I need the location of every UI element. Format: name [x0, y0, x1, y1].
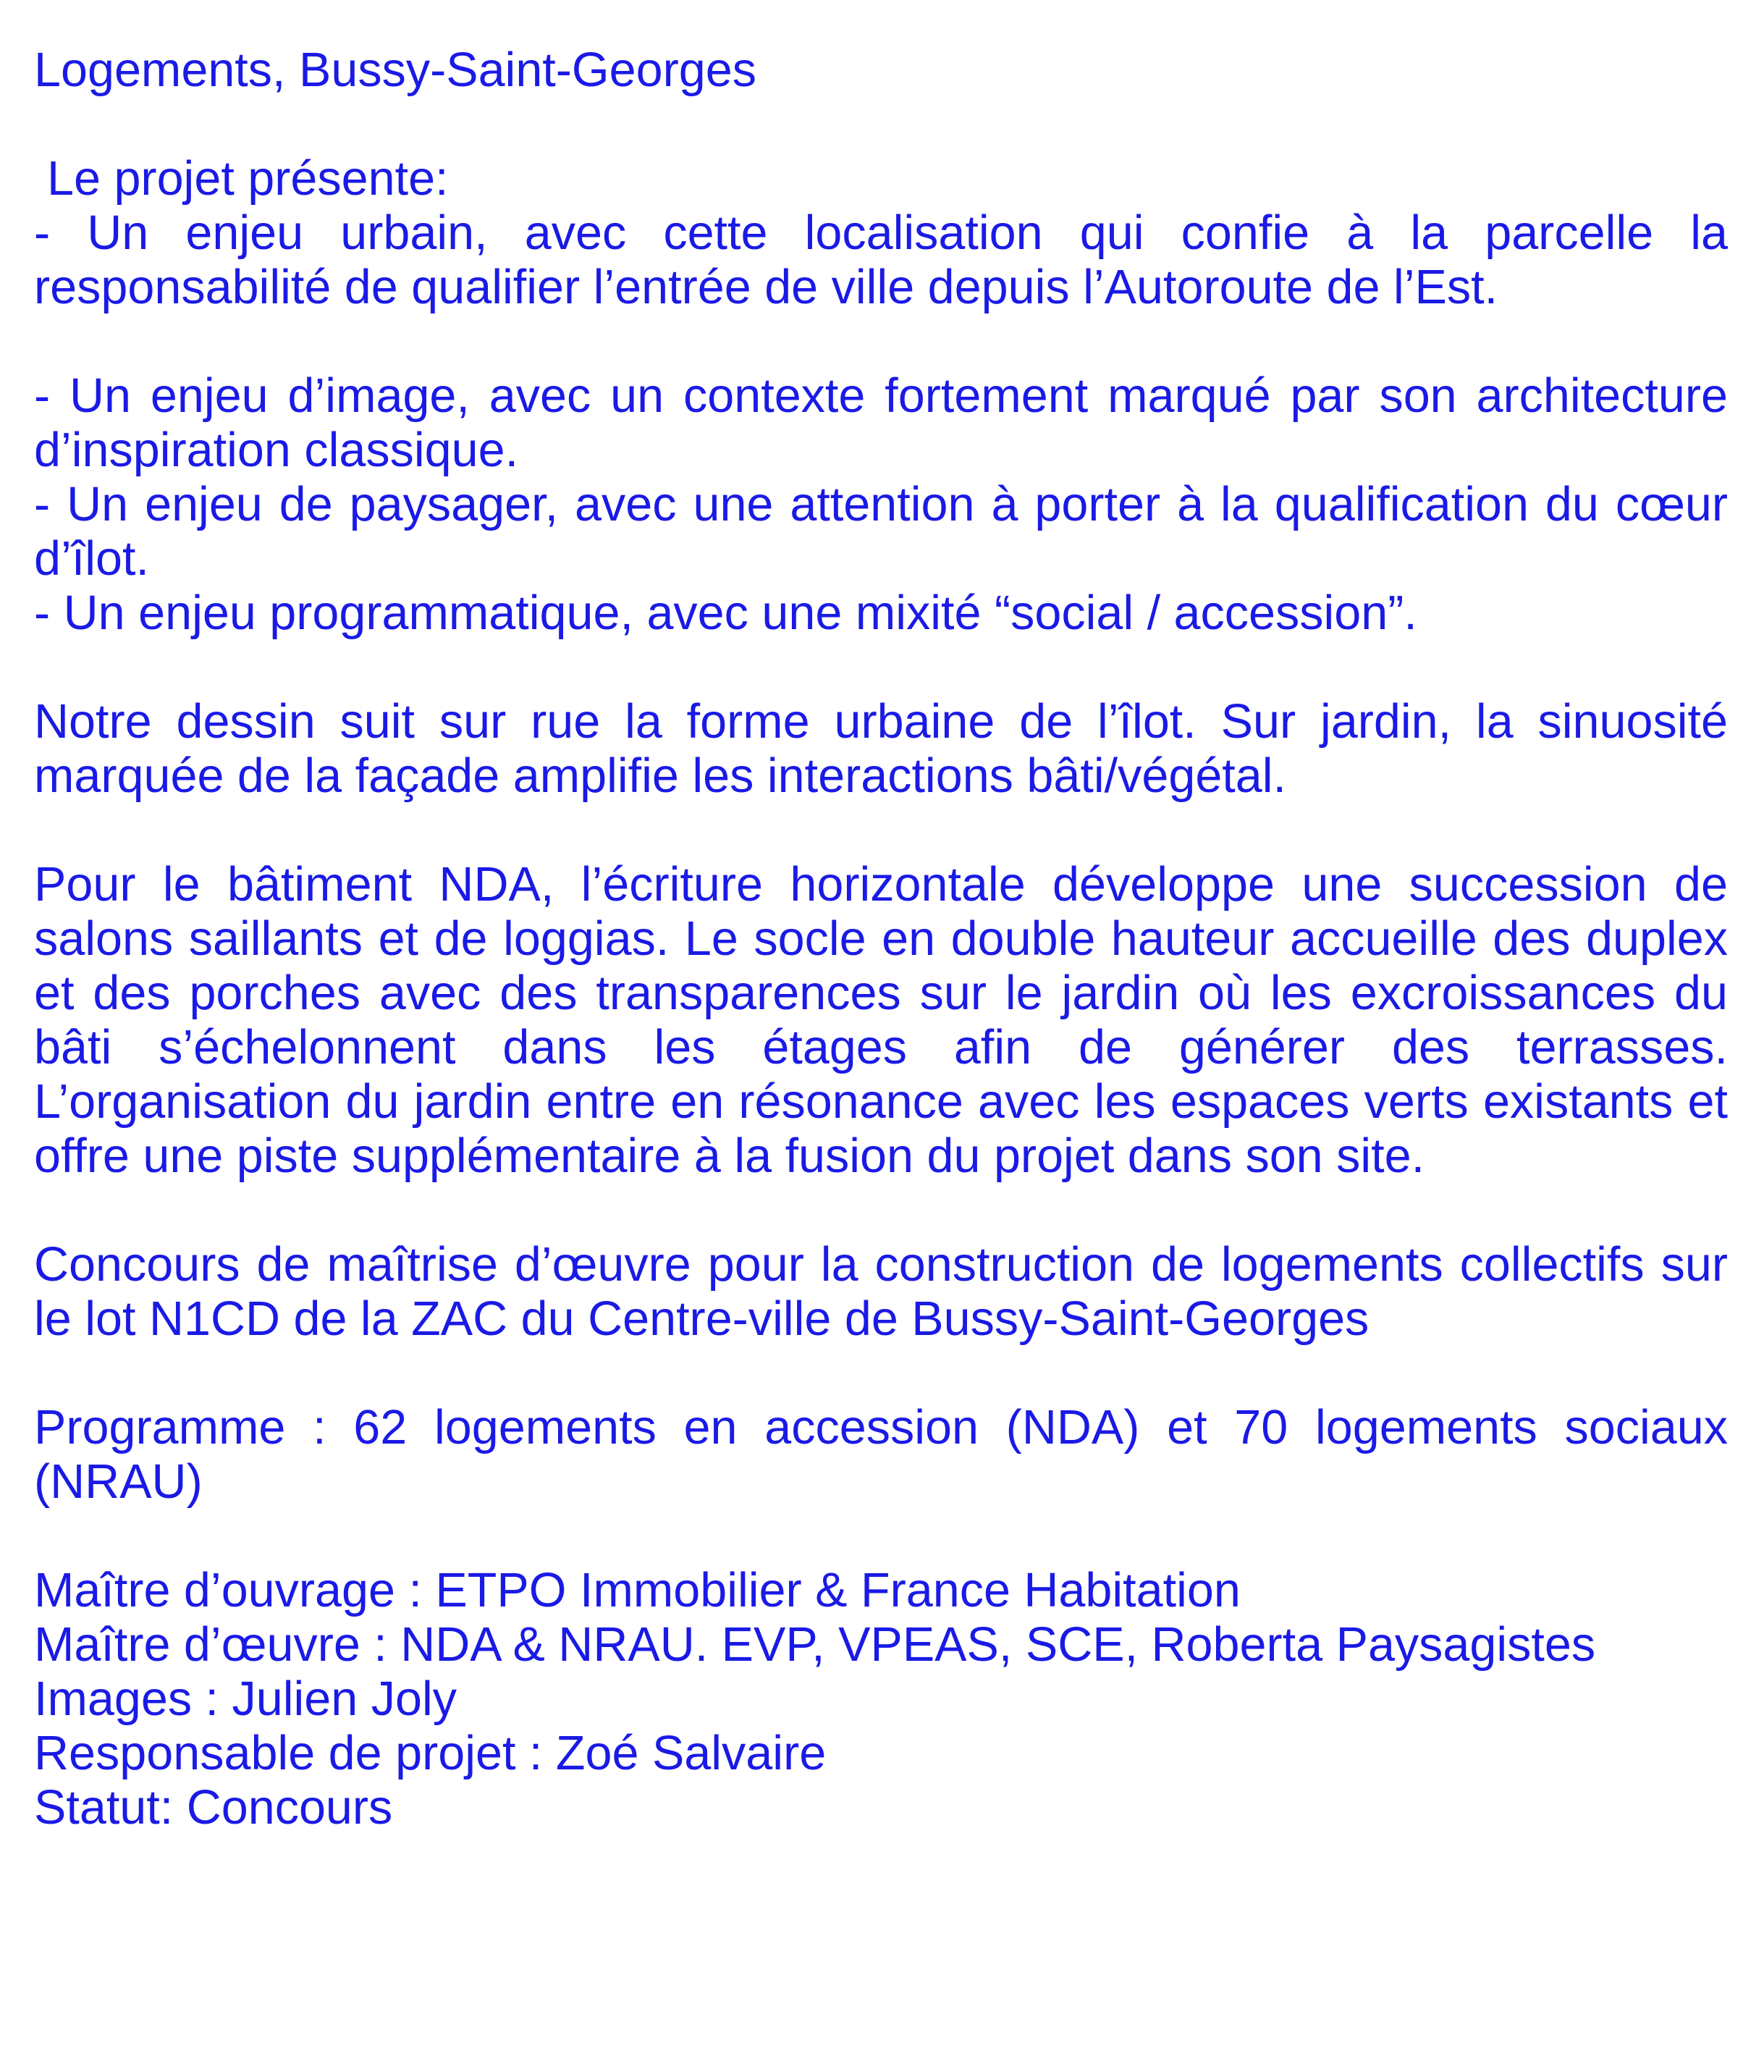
spacer — [34, 1184, 1728, 1238]
spacer — [34, 315, 1728, 369]
intro-text: Le projet présente: — [47, 152, 449, 206]
enjeu-urbain: - Un enjeu urbain, avec cette localisation qui confie à la parcelle la responsabilité de qualifier l’entrée de ville depuis l’Autoroute de l’Est. — [34, 206, 1728, 314]
images-credit: Images : Julien Joly — [34, 1672, 457, 1726]
spacer — [34, 1509, 1728, 1564]
project-description — [34, 43, 1728, 1835]
spacer — [34, 1347, 1728, 1401]
dessin-paragraph: Notre dessin suit sur rue la forme urbaine de l’îlot. Sur jardin, la sinuosité marquée de la façade amplifie les interactions bâti/végétal. — [34, 695, 1728, 803]
spacer — [34, 641, 1728, 695]
enjeu-paysager: - Un enjeu de paysager, avec une attention à porter à la qualification du cœur d’îlot. — [34, 478, 1728, 586]
spacer — [34, 804, 1728, 858]
statut: Statut: Concours — [34, 1781, 393, 1835]
concours-paragraph: Concours de maîtrise d’œuvre pour la construction de logements collectifs sur le lot N1CD de la ZAC du Centre-ville de Bussy-Saint-Georges — [34, 1238, 1728, 1346]
maitre-oeuvre: Maître d’œuvre : NDA & NRAU. EVP, VPEAS, SCE, Roberta Paysagistes — [34, 1618, 1596, 1672]
spacer — [34, 98, 1728, 152]
maitre-ouvrage: Maître d’ouvrage : ETPO Immobilier & France Habitation — [34, 1564, 1241, 1617]
enjeu-image: - Un enjeu d’image, avec un contexte fortement marqué par son architecture d’inspiration classique. — [34, 369, 1728, 477]
enjeu-programmatique: - Un enjeu programmatique, avec une mixité “social / accession”. — [34, 586, 1417, 640]
programme-paragraph: Programme : 62 logements en accession (NDA) et 70 logements sociaux (NRAU) — [34, 1401, 1728, 1509]
project-title: Logements, Bussy-Saint-Georges — [34, 43, 756, 97]
responsable-projet: Responsable de projet : Zoé Salvaire — [34, 1727, 827, 1780]
batiment-paragraph: Pour le bâtiment NDA, l’écriture horizontale développe une succession de salons saillants et de loggias. Le socle en double hauteur accueille des duplex et des porches avec des transparences sur le jardin où les excroissances du bâti s’échelonnent dans les étages afin de générer des terrasses. L’organisation du jardin entre en résonance avec les espaces verts existants et offre une piste supplémentaire à la fusion du projet dans son site. — [34, 858, 1728, 1183]
